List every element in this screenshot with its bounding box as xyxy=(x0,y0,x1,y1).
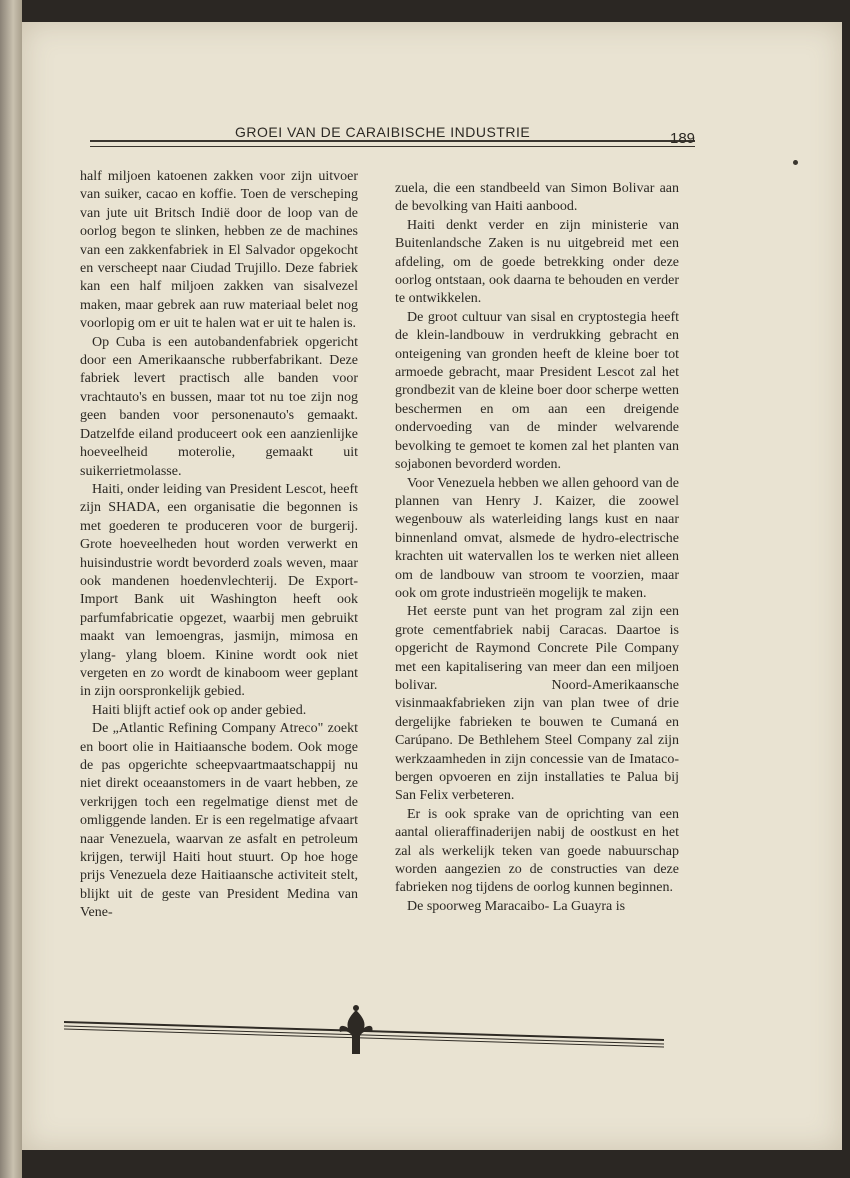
right-paragraph-1: zuela, die een standbeeld van Simon Bolivar aan de bevolking van Haiti aanbood. xyxy=(395,181,679,215)
left-paragraph-3: Haiti, onder leiding van President Lescot, heeft zijn SHADA, een organisatie die begonnen is met goederen te produceren voor de burgerij. Grote hoeveelheden hout worden verwerkt en huisindustrie wordt bevorderd zoals weven, maar ook mandenen hoedenvlechterij. De Export-Import Bank uit Washington heeft ook parfumfabricatie opgezet, waarbij men gebruikt maakt van lemoengras, jasmijn, mimosa en ylang- ylang bloem. Kinine wordt ook niet vergeten en zo wordt de kinaboom weer geplant in zijn oorspronkelijk gebied. xyxy=(80,481,358,700)
right-paragraph-2: Haiti denkt verder en zijn ministerie van Buitenlandsche Zaken is nu uitgebreid met een afdeling, om de goede betrekking onder deze oorlog ontstaan, ook daarna te behouden en verder te ontwikkelen. xyxy=(395,217,679,307)
left-text-column xyxy=(80,168,358,923)
right-paragraph-5: Het eerste punt van het program zal zijn een grote cementfabriek nabij Caracas. Daartoe is opgericht de Raymond Concrete Pile Company met een kapitalisering van meer dan een miljoen bolivar. Noord-Amerikaansche visinmaakfabrieken zijn van plan twee of drie dergelijke fabrieken te bouwen te Cumaná en Carúpano. De Bethlehem Steel Company zal zijn werkzaamheden in zijn concessie van de Imataco-bergen opvoeren en zijn installaties te Palua bij San Felix verbeteren. xyxy=(395,604,679,804)
running-header-title: GROEI VAN DE CARAIBISCHE INDUSTRIE xyxy=(235,124,531,140)
header-rule-bottom xyxy=(90,146,695,147)
facing-page-edge xyxy=(0,0,22,1178)
margin-dot xyxy=(793,160,798,165)
footer-ornament-icon xyxy=(64,1000,664,1060)
right-paragraph-7: De spoorweg Maracaibo- La Guayra is xyxy=(407,898,626,914)
left-paragraph-4: Haiti blijft actief ook op ander gebied. xyxy=(92,702,307,718)
right-paragraph-4: Voor Venezuela hebben we allen gehoord van de plannen van Henry J. Kaizer, die zoowel wegenbouw als waterleiding langs kust en naar binnenland omvat, alsmede de hydro-electrische krachten uit watervallen los te werken niet alleen om de landbouw van stroom te voorzien, maar ook om grote industrieën mogelijk te maken. xyxy=(395,475,679,601)
right-paragraph-6: Er is ook sprake van de oprichting van een aantal olieraffinaderijen nabij de oostkust en het zal als werkelijk teken van goede nabuurschap worden aangezien zo de constructies van deze fabrieken nog tijdens de oorlog kunnen beginnen. xyxy=(395,806,679,896)
left-paragraph-2: Op Cuba is een autobandenfabriek opgericht door een Amerikaansche rubberfabrikant. Deze fabriek levert practisch alle banden voor vrachtauto's en bussen, maar tot nu toe zijn nog geen banden voor personenauto's gemaakt. Datzelfde eiland produceert ook een aanzienlijke hoeveelheid moterolie, gemaakt uit suikerrietmolasse. xyxy=(80,334,358,479)
left-paragraph-1: half miljoen katoenen zakken voor zijn uitvoer van suiker, cacao en koffie. Toen de verscheping van jute uit Britsch Indië door de loop van de oorlog begon te slinken, hebben ze de machines van een zakkenfabriek in El Salvador opgekocht en verscheept naar Ciudad Trujillo. Deze fabriek kan een half miljoen zakken van sisalvezel maken, maar gebrek aan ruw materiaal belet nog voorlopig om er uit te halen wat er uit te halen is. xyxy=(80,169,358,332)
header-rule-top xyxy=(90,140,695,142)
page-number: 189 xyxy=(670,130,696,147)
right-paragraph-3: De groot cultuur van sisal en cryptostegia heeft de klein-landbouw in verdrukking gebracht en onteigening van gronden heeft de kleine boer tot armoede gebracht, maar President Lescot zal het grondbezit van de kleine boer door scherpe wetten beschermen en om aan een dreigende ondervoeding van de minder welvarende bevolking te gemoet te komen zal het planten van sojabonen bevorderd worden. xyxy=(395,309,679,473)
ornament-figure xyxy=(339,1005,372,1054)
left-paragraph-5: De „Atlantic Refining Company Atreco" zoekt en boort olie in Haitiaansche bodem. Ook moge de pas opgerichte scheepvaartmaatschappij nu niet direkt oceaanstomers in de vaart hebben, ze verkrijgen toch een regelmatige dienst met de omliggende landen. Er is een regelmatige afvaart naar Venezuela, waarvan ze asfalt en petroleum krijgen, terwijl Haiti hout stuurt. Op hoe hoge prijs Venezuela deze Haitiaansche activiteit stelt, blijkt uit de geste van President Medina van Vene- xyxy=(80,721,358,921)
right-text-column xyxy=(395,180,679,916)
